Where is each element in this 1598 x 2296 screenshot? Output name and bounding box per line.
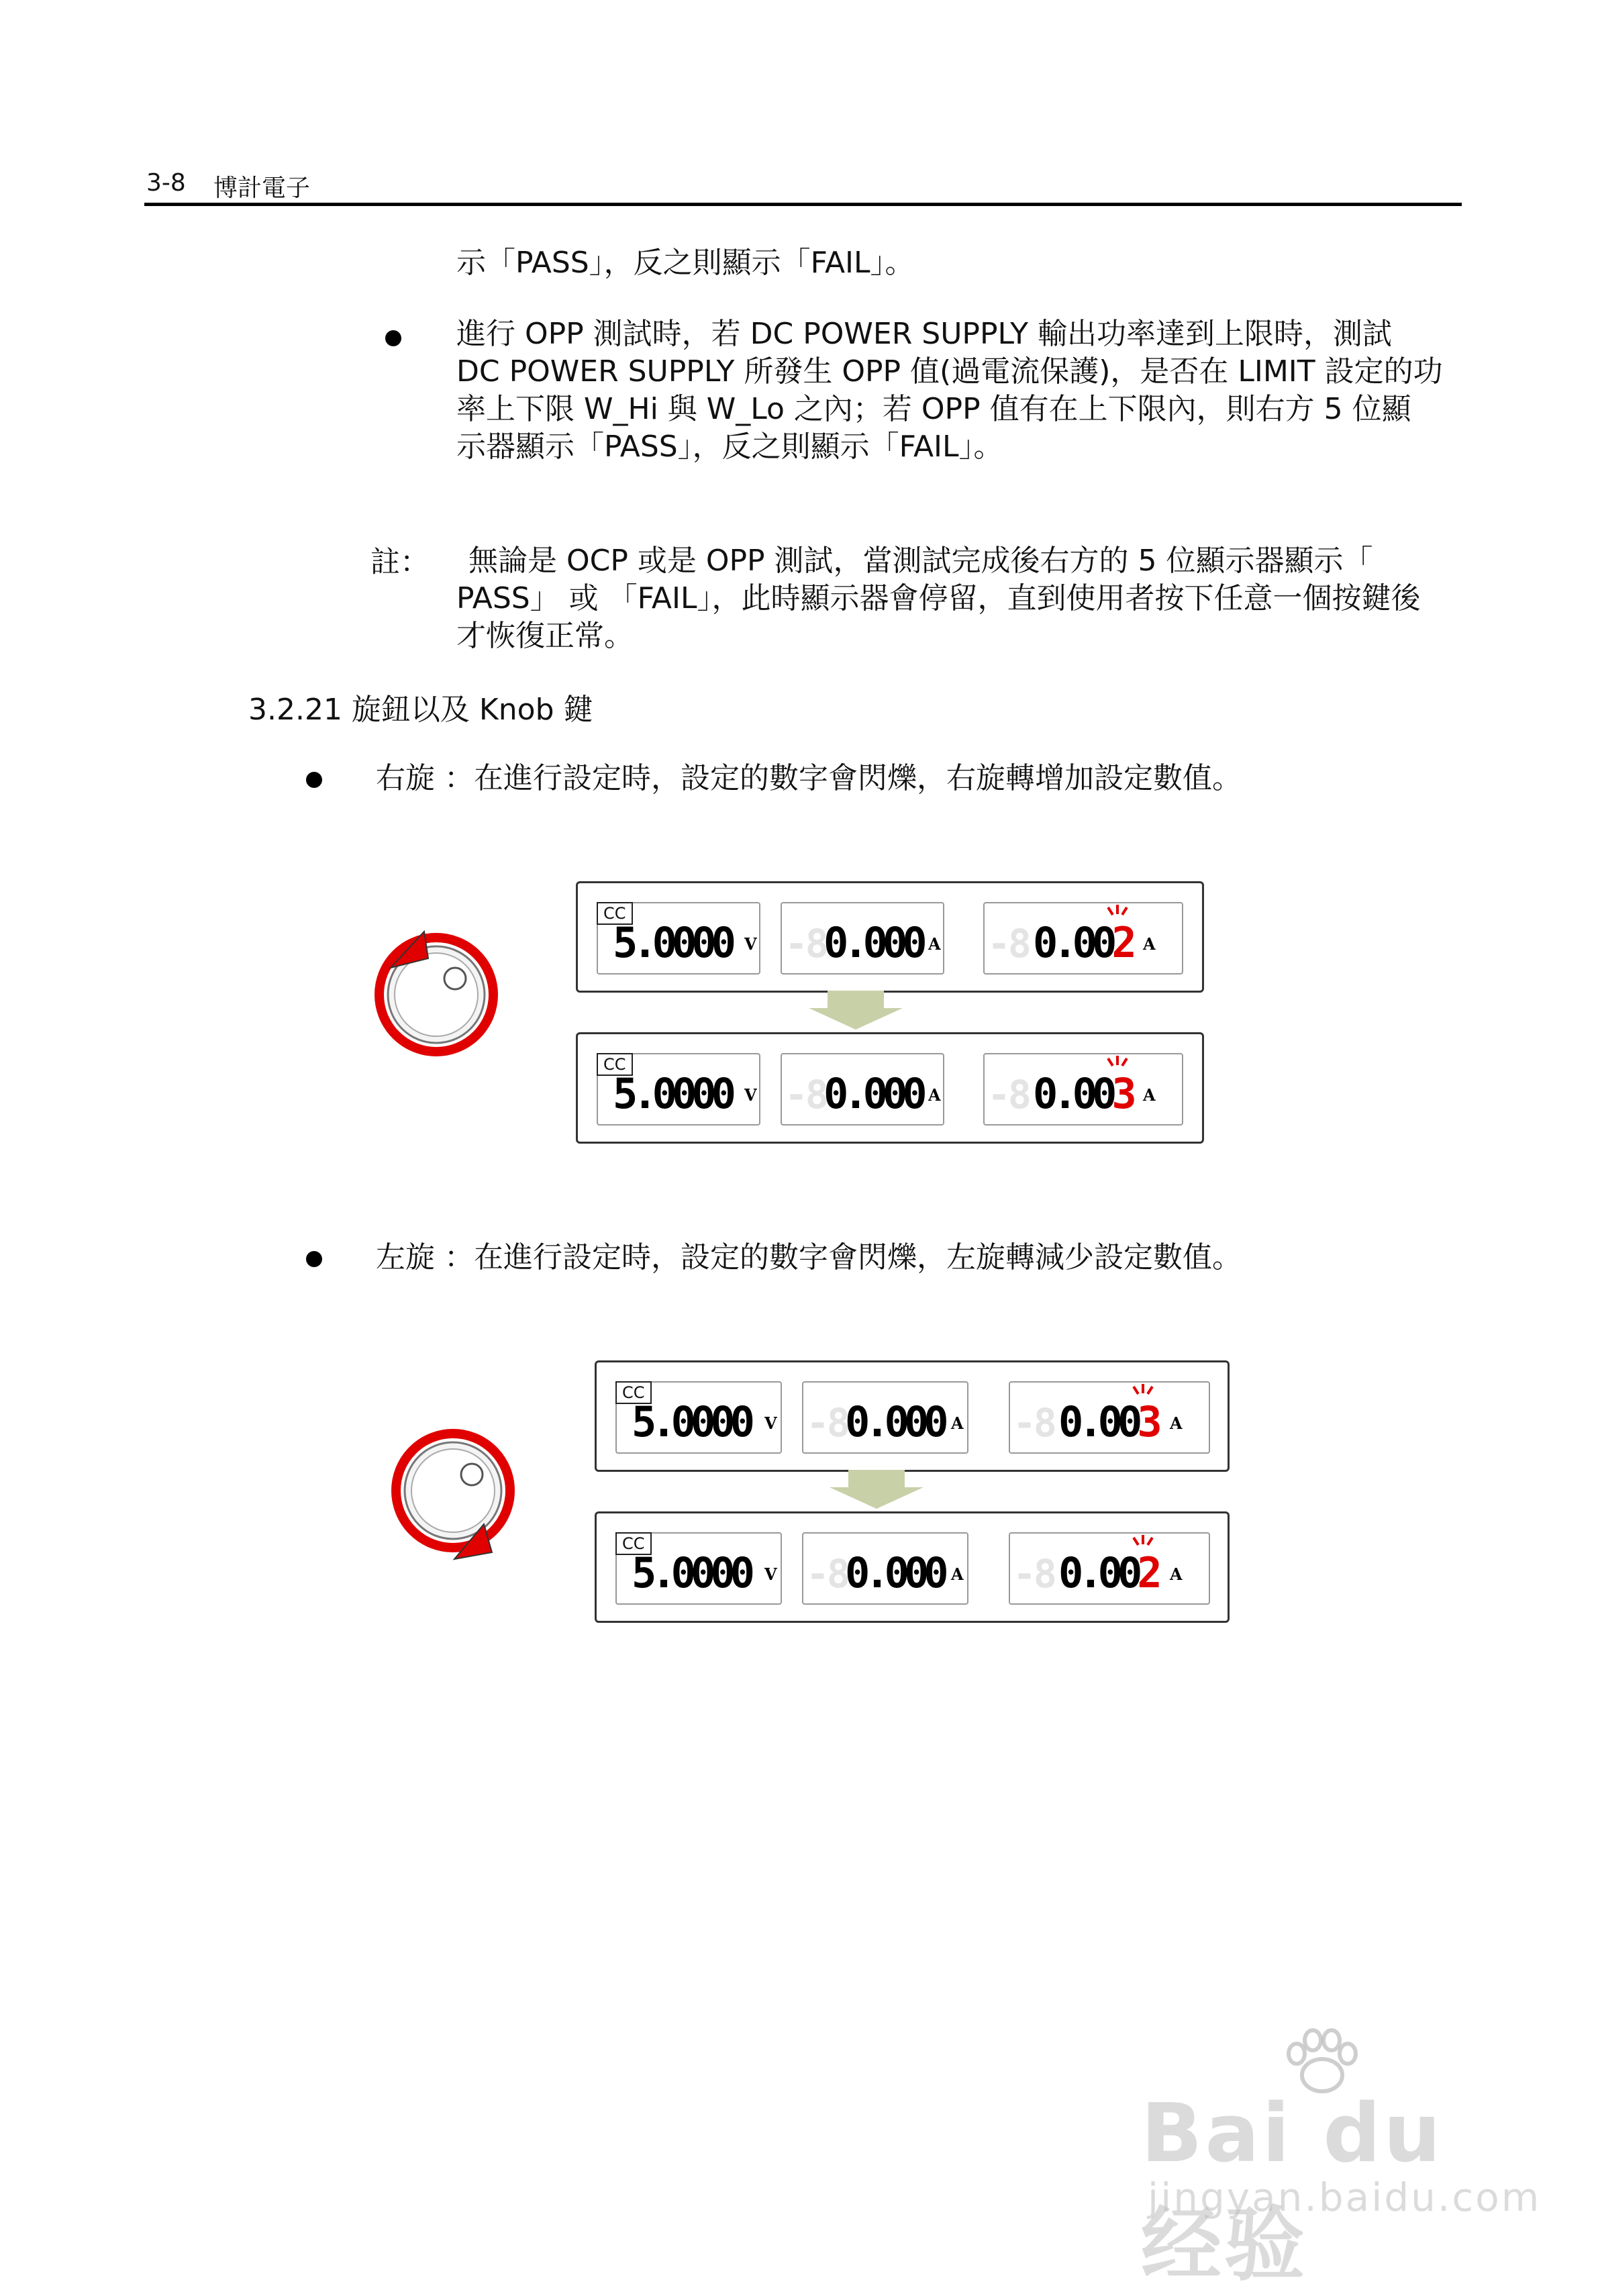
current-value: 0.000 <box>845 1397 944 1446</box>
blinking-digit: 2 <box>1111 918 1132 967</box>
ghost-segment: -8 <box>785 921 826 966</box>
opp-line-3: 率上下限 W_Hi 與 W_Lo 之內；若 OPP 值有在上下限內，則右方 5 位顯 <box>456 392 1411 426</box>
note-line-2: PASS」 或 「FAIL」，此時顯示器會停留，直到使用者按下任意一個按鍵後 <box>456 581 1421 615</box>
setting-display <box>1009 1532 1210 1605</box>
blinking-digit: 3 <box>1111 1069 1132 1118</box>
note-line-3: 才恢復正常。 <box>456 619 634 653</box>
bullet-icon <box>385 330 401 346</box>
voltage-value: 5.0000 <box>613 1069 731 1118</box>
current-unit: A <box>951 1413 964 1433</box>
display-panel <box>576 881 1204 993</box>
setting-display <box>983 1053 1183 1126</box>
setting-display <box>983 902 1183 975</box>
opp-line-2: DC POWER SUPPLY 所發生 OPP 值(過電流保護)，是否在 LIMIT 設定的功 <box>456 354 1443 389</box>
current-display <box>781 1053 944 1126</box>
setting-value-prefix: 0.00 <box>1058 1548 1138 1597</box>
opp-line-1: 進行 OPP 測試時，若 DC POWER SUPPLY 輸出功率達到上限時，測試 <box>456 317 1393 351</box>
blinking-digit: 3 <box>1137 1397 1157 1446</box>
bullet-icon <box>306 1251 322 1267</box>
ghost-segment: -8 <box>806 1551 848 1597</box>
setting-value-prefix: 0.00 <box>1058 1397 1138 1446</box>
setting-value-prefix: 0.00 <box>1033 918 1112 967</box>
note-paragraph <box>456 542 1450 655</box>
voltage-unit: V <box>744 1085 757 1105</box>
current-display <box>802 1532 968 1605</box>
ghost-segment: -8 <box>785 1072 826 1117</box>
header-rule <box>144 203 1462 206</box>
left-turn-text: 左旋 ：在進行設定時，設定的數字會閃爍，左旋轉減少設定數值。 <box>376 1240 1242 1275</box>
opp-line-4: 示器顯示「PASS」，反之則顯示「FAIL」。 <box>456 430 1003 464</box>
knob-counterclockwise <box>379 1419 527 1567</box>
cc-indicator: CC <box>615 1381 652 1404</box>
display-panel <box>576 1032 1204 1144</box>
voltage-display <box>597 1053 760 1126</box>
note-line-1: 無論是 OCP 或是 OPP 測試，當測試完成後右方的 5 位顯示器顯示「 <box>468 544 1373 578</box>
current-value: 0.000 <box>823 918 922 967</box>
knob-clockwise <box>362 919 510 1067</box>
setting-value-prefix: 0.00 <box>1033 1069 1112 1118</box>
cc-indicator: CC <box>597 902 633 925</box>
current-display <box>802 1381 968 1454</box>
current-unit: A <box>928 1085 941 1105</box>
display-panel <box>595 1511 1230 1623</box>
voltage-unit: V <box>744 934 757 954</box>
down-arrow-icon <box>809 991 903 1031</box>
rotate-counterclockwise-icon <box>379 1419 527 1567</box>
current-value: 0.000 <box>845 1548 944 1597</box>
voltage-display <box>615 1381 782 1454</box>
intro-line: 示「PASS」，反之則顯示「FAIL」。 <box>456 246 915 280</box>
voltage-unit: V <box>764 1564 777 1584</box>
section-heading: 3.2.21 旋鈕以及 Knob 鍵 <box>248 693 593 727</box>
voltage-value: 5.0000 <box>632 1548 750 1597</box>
setting-unit: A <box>1143 934 1156 954</box>
voltage-value: 5.0000 <box>613 918 731 967</box>
cc-indicator: CC <box>597 1053 633 1076</box>
note-label: 註： <box>370 545 430 579</box>
watermark-brand: Bai du 经验 <box>1141 2087 1444 2292</box>
setting-display <box>1009 1381 1210 1454</box>
blink-rays-icon <box>1104 1054 1131 1070</box>
ghost-segment: -8 <box>1013 1551 1054 1597</box>
blink-rays-icon <box>1130 1534 1156 1550</box>
watermark-url: jingyan.baidu.com <box>1148 2175 1542 2220</box>
ghost-segment: -8 <box>987 1072 1029 1117</box>
opp-paragraph <box>456 315 1463 466</box>
voltage-unit: V <box>764 1413 777 1433</box>
current-display <box>781 902 944 975</box>
ghost-segment: -8 <box>806 1400 848 1446</box>
voltage-value: 5.0000 <box>632 1397 750 1446</box>
header-company: 博計電子 <box>213 174 311 202</box>
setting-unit: A <box>1170 1413 1183 1433</box>
blink-rays-icon <box>1104 903 1131 919</box>
ghost-segment: -8 <box>1013 1400 1054 1446</box>
ghost-segment: -8 <box>987 921 1029 966</box>
setting-unit: A <box>1170 1564 1183 1584</box>
down-arrow-icon <box>830 1470 923 1510</box>
voltage-display <box>597 902 760 975</box>
rotate-clockwise-icon <box>362 919 510 1067</box>
display-panel <box>595 1360 1230 1472</box>
bullet-icon <box>306 772 322 788</box>
current-value: 0.000 <box>823 1069 922 1118</box>
setting-unit: A <box>1143 1085 1156 1105</box>
current-unit: A <box>928 934 941 954</box>
right-turn-text: 右旋 ：在進行設定時，設定的數字會閃爍，右旋轉增加設定數值。 <box>376 761 1242 795</box>
voltage-display <box>615 1532 782 1605</box>
baidu-watermark <box>1141 2027 1542 2292</box>
cc-indicator: CC <box>615 1532 652 1555</box>
blink-rays-icon <box>1130 1383 1156 1399</box>
page-number: 3-8 <box>146 169 186 197</box>
blinking-digit: 2 <box>1137 1548 1157 1597</box>
current-unit: A <box>951 1564 964 1584</box>
